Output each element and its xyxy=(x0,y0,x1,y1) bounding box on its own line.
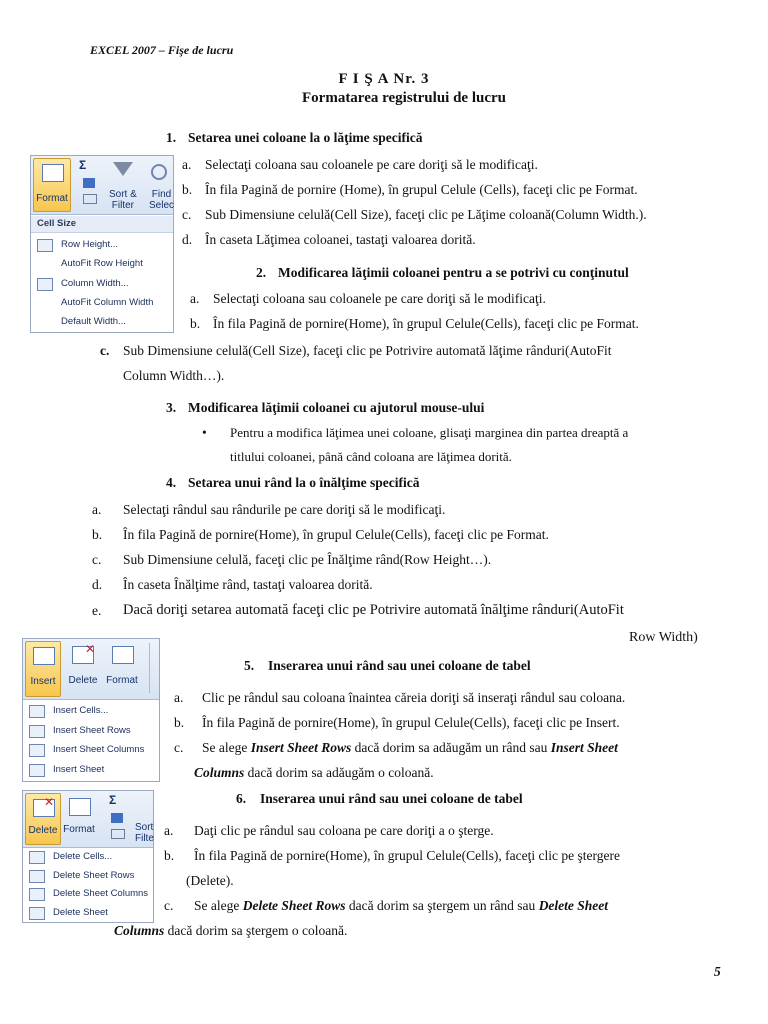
delete-menu-screenshot xyxy=(22,790,154,923)
fill-icon[interactable] xyxy=(111,813,123,823)
menu-item-insert-cells[interactable]: Insert Cells... xyxy=(23,701,159,720)
s1-item-a: Selectaţi coloana sau coloanele pe care doriţi să le modificaţi. xyxy=(205,157,538,172)
format-button[interactable]: Format xyxy=(103,641,141,695)
menu-item-autofit-row-height[interactable]: AutoFit Row Height xyxy=(61,258,143,269)
s6-item-b-line2: (Delete). xyxy=(186,873,234,888)
sort-filter-button[interactable]: Sort Filte xyxy=(135,822,154,844)
s6-item-c-line2: Columns dacă dorim sa ştergem o coloană. xyxy=(114,923,348,938)
s4-mark-e: e. xyxy=(92,603,102,618)
s1-mark-c: c. xyxy=(182,207,192,222)
s4-item-e-line2: Row Width) xyxy=(629,630,698,645)
s2-mark-a: a. xyxy=(190,291,200,306)
s1-heading: Setarea unei coloane la o lăţime specifică xyxy=(188,130,423,145)
s1-number: 1. xyxy=(166,130,177,145)
sheet-subtitle: Formatarea registrului de lucru xyxy=(302,90,506,106)
column-width-icon xyxy=(37,278,53,291)
menu-item-delete-sheet[interactable]: Delete Sheet xyxy=(23,903,153,922)
menu-item-insert-sheet-rows[interactable]: Insert Sheet Rows xyxy=(23,721,159,740)
format-button[interactable]: Format xyxy=(33,158,71,212)
s6-number: 6. xyxy=(236,791,247,806)
s2-item-c-line2: Column Width…). xyxy=(123,368,225,383)
s3-bullet: • xyxy=(202,425,207,440)
cell-size-header: Cell Size xyxy=(31,216,173,233)
find-select-button[interactable]: Find Selec xyxy=(149,189,175,211)
s6-item-a: Daţi clic pe rândul sau coloana pe care doriţi a o şterge. xyxy=(194,823,494,838)
s4-number: 4. xyxy=(166,475,177,490)
find-icon xyxy=(151,164,167,180)
s6-mark-a: a. xyxy=(164,823,174,838)
menu-item-autofit-column-width[interactable]: AutoFit Column Width xyxy=(61,297,154,308)
insert-sheet-icon xyxy=(29,764,45,777)
sum-icon[interactable]: Σ xyxy=(79,158,87,172)
s1-mark-b: b. xyxy=(182,182,193,197)
insert-menu-screenshot xyxy=(22,638,160,782)
insert-rows-icon xyxy=(29,725,45,738)
s4-heading: Setarea unui rând la o înălţime specifică xyxy=(188,475,420,490)
page-number: 5 xyxy=(714,964,721,979)
menu-item-insert-sheet-columns[interactable]: Insert Sheet Columns xyxy=(23,740,159,759)
s1-mark-d: d. xyxy=(182,232,193,247)
clear-icon[interactable] xyxy=(111,829,125,839)
delete-x-icon: ✕ xyxy=(85,642,96,656)
clear-icon[interactable] xyxy=(83,194,97,204)
s2-item-a: Selectaţi coloana sau coloanele pe care doriţi să le modificaţi. xyxy=(213,291,546,306)
insert-cells-icon xyxy=(29,705,45,718)
format-menu-screenshot xyxy=(30,155,174,333)
sort-filter-icon xyxy=(113,162,133,176)
s4-mark-c: c. xyxy=(92,552,102,567)
s6-item-b-line1: În fila Pagină de pornire(Home), în grupul Celule(Cells), faceţi clic pe ştergere xyxy=(194,848,620,863)
s2-mark-b: b. xyxy=(190,316,201,331)
delete-button[interactable]: ✕ Delete xyxy=(25,793,61,845)
sort-filter-button[interactable]: Sort & Filter xyxy=(109,189,137,211)
s2-heading: Modificarea lăţimii coloanei pentru a se potrivi cu conţinutul xyxy=(278,265,629,280)
s1-mark-a: a. xyxy=(182,157,192,172)
menu-item-column-width[interactable]: Column Width... xyxy=(31,274,173,293)
s5-item-c-line1: Se alege Insert Sheet Rows dacă dorim sa adăugăm un rând sau Insert Sheet xyxy=(202,740,618,755)
menu-item-row-height[interactable]: Row Height... xyxy=(31,235,173,254)
s6-item-c-line1: Se alege Delete Sheet Rows dacă dorim sa ştergem un rând sau Delete Sheet xyxy=(194,898,609,913)
s4-item-e-line1: Dacă doriţi setarea automată faceţi clic pe Potrivire automată înălţime rânduri(AutoFit xyxy=(123,602,624,618)
sheet-title: F I Ş A Nr. 3 xyxy=(338,71,430,87)
s3-number: 3. xyxy=(166,400,177,415)
s1-item-d: În caseta Lăţimea coloanei, tastaţi valoarea dorită. xyxy=(205,232,476,247)
s4-mark-a: a. xyxy=(92,502,102,517)
s3-line2: titlului coloanei, până când coloana are lăţimea dorită. xyxy=(230,449,512,464)
delete-x-icon: ✕ xyxy=(44,795,55,809)
delete-rows-icon xyxy=(29,870,45,883)
fill-icon[interactable] xyxy=(83,178,95,188)
s5-mark-a: a. xyxy=(174,690,184,705)
doc-header: EXCEL 2007 – Fişe de lucru xyxy=(90,43,234,57)
sum-icon[interactable]: Σ xyxy=(109,793,117,807)
s3-heading: Modificarea lăţimii coloanei cu ajutorul mouse-ului xyxy=(188,400,485,415)
s2-item-b: În fila Pagină de pornire(Home), în grupul Celule(Cells), faceţi clic pe Format. xyxy=(213,316,639,331)
s6-heading: Inserarea unui rând sau unei coloane de tabel xyxy=(260,791,523,806)
s4-item-b: În fila Pagină de pornire(Home), în grupul Celule(Cells), faceţi clic pe Format. xyxy=(123,527,549,542)
s5-mark-c: c. xyxy=(174,740,184,755)
s1-item-c: Sub Dimensiune celulă(Cell Size), faceţi clic pe Lăţime coloană(Column Width.). xyxy=(205,207,647,222)
s2-mark-c: c. xyxy=(100,343,110,358)
format-button[interactable]: Format xyxy=(61,793,97,843)
s5-number: 5. xyxy=(244,658,255,673)
menu-item-delete-cells[interactable]: Delete Cells... xyxy=(23,847,153,866)
delete-button[interactable]: ✕ Delete xyxy=(68,642,98,686)
s5-mark-b: b. xyxy=(174,715,185,730)
delete-cells-icon xyxy=(29,851,45,864)
s4-mark-b: b. xyxy=(92,527,103,542)
menu-item-delete-sheet-rows[interactable]: Delete Sheet Rows xyxy=(23,866,153,885)
menu-item-delete-sheet-columns[interactable]: Delete Sheet Columns xyxy=(23,884,153,903)
s4-mark-d: d. xyxy=(92,577,103,592)
s4-item-d: În caseta Înălţime rând, tastaţi valoarea dorită. xyxy=(123,577,373,592)
s6-mark-b: b. xyxy=(164,848,175,863)
menu-item-default-width[interactable]: Default Width... xyxy=(61,316,126,327)
insert-columns-icon xyxy=(29,744,45,757)
s3-line1: Pentru a modifica lăţimea unei coloane, glisaţi marginea din partea dreaptă a xyxy=(230,425,629,440)
insert-button[interactable]: Insert xyxy=(25,641,61,697)
s1-item-b: În fila Pagină de pornire (Home), în grupul Celule (Cells), faceţi clic pe Format. xyxy=(205,182,638,197)
s5-item-c-line2: Columns dacă dorim sa adăugăm o coloană. xyxy=(194,765,434,780)
s2-number: 2. xyxy=(256,265,267,280)
s4-item-c: Sub Dimensiune celulă, faceţi clic pe Înălţime rând(Row Height…). xyxy=(123,552,492,567)
s5-item-b: În fila Pagină de pornire(Home), în grupul Celule(Cells), faceţi clic pe Insert. xyxy=(202,715,620,730)
delete-columns-icon xyxy=(29,888,45,901)
s4-item-a: Selectaţi rândul sau rândurile pe care doriţi să le modificaţi. xyxy=(123,502,446,517)
menu-item-insert-sheet[interactable]: Insert Sheet xyxy=(23,760,159,779)
delete-sheet-icon xyxy=(29,907,45,920)
s6-mark-c: c. xyxy=(164,898,174,913)
s2-item-c-line1: Sub Dimensiune celulă(Cell Size), faceţi clic pe Potrivire automată lăţime rânduri(AutoFit xyxy=(123,343,612,358)
row-height-icon xyxy=(37,239,53,252)
s5-item-a: Clic pe rândul sau coloana înaintea căreia doriţi să inseraţi rândul sau coloana. xyxy=(202,690,626,705)
s5-heading: Inserarea unui rând sau unei coloane de tabel xyxy=(268,658,531,673)
